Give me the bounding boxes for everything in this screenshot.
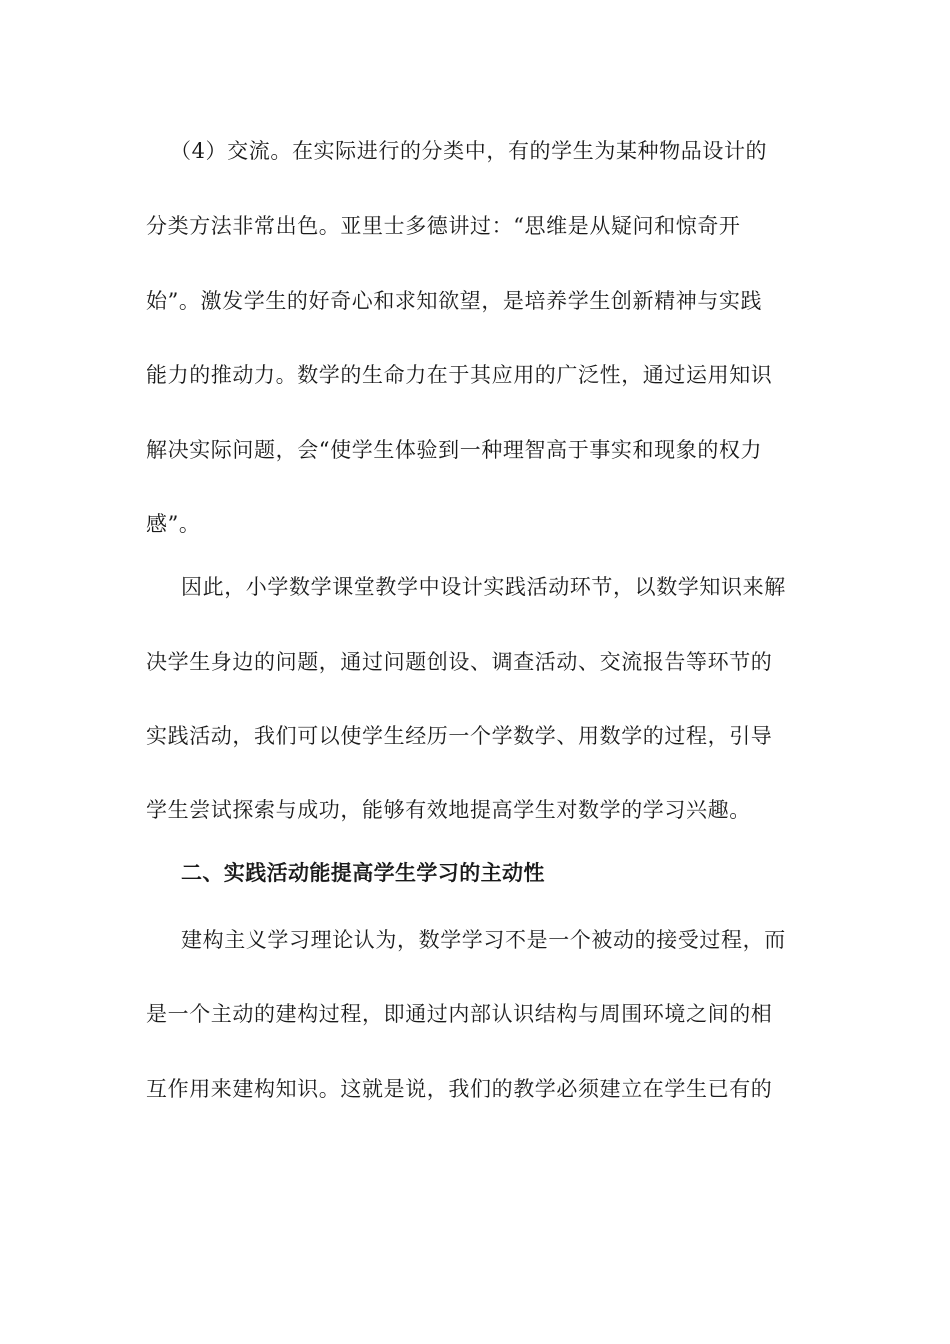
text-line: 解决实际问题，会“使学生体验到一种理智高于事实和现象的权力 <box>146 438 763 462</box>
text-line: 是一个主动的建构过程，即通过内部认识结构与周围环境之间的相 <box>146 1002 773 1026</box>
text-line: 能力的推动力。数学的生命力在于其应用的广泛性，通过运用知识 <box>146 363 773 387</box>
text-line: 感”。 <box>146 512 201 536</box>
text-line: 建构主义学习理论认为，数学学习不是一个被动的接受过程，而 <box>181 928 786 952</box>
text-line: 分类方法非常出色。亚里士多德讲过：“思维是从疑问和惊奇开 <box>146 214 741 238</box>
text-line: 互作用来建构知识。这就是说，我们的教学必须建立在学生已有的 <box>146 1077 773 1101</box>
section-heading: 二、实践活动能提高学生学习的主动性 <box>181 861 545 885</box>
text-line: 因此，小学数学课堂教学中设计实践活动环节，以数学知识来解 <box>181 575 786 599</box>
text-line: 实践活动，我们可以使学生经历一个学数学、用数学的过程，引导 <box>146 724 773 748</box>
text-line: （4）交流。在实际进行的分类中，有的学生为某种物品设计的 <box>170 139 768 163</box>
text-line: 决学生身边的问题，通过问题创设、调查活动、交流报告等环节的 <box>146 650 773 674</box>
text-line: 学生尝试探索与成功，能够有效地提高学生对数学的学习兴趣。 <box>146 798 751 822</box>
text-line: 始”。激发学生的好奇心和求知欲望，是培养学生创新精神与实践 <box>146 289 763 313</box>
